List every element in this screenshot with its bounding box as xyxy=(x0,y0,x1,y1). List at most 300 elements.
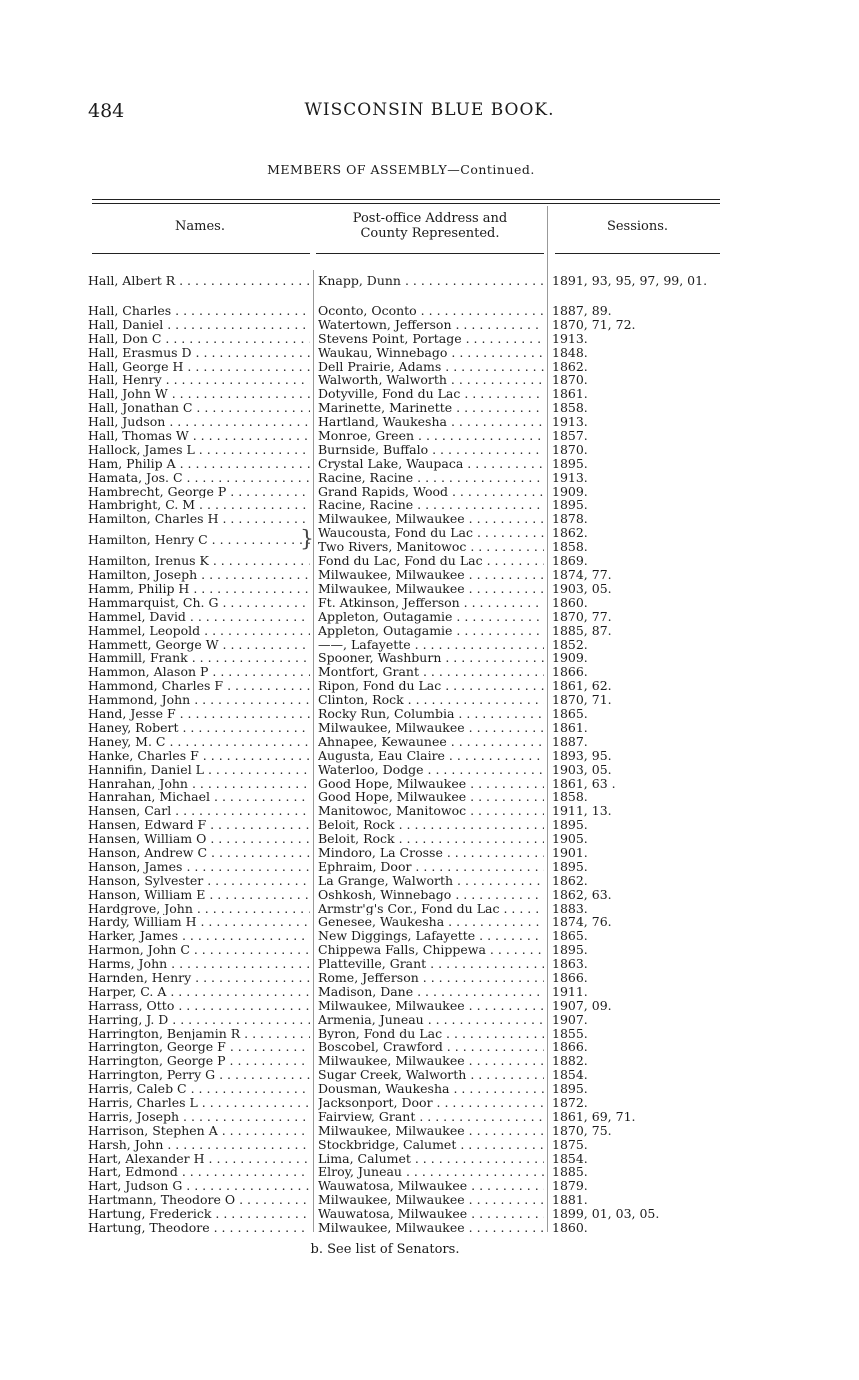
member-address xyxy=(318,1165,544,1179)
brace-mark: } xyxy=(300,527,314,553)
member-sessions: 1907. xyxy=(552,1011,588,1027)
member-sessions: 1887. xyxy=(552,733,588,749)
member-name-text: Haney, Robert . . . xyxy=(88,721,310,735)
member-name xyxy=(88,1027,310,1041)
member-name xyxy=(88,318,310,332)
table-row xyxy=(0,651,859,665)
table-row xyxy=(0,610,859,624)
member-name xyxy=(88,471,310,485)
member-address-text: Milwaukee, Milwaukee . . . xyxy=(318,1054,544,1068)
member-name xyxy=(88,777,310,791)
table-row xyxy=(0,360,859,374)
member-address xyxy=(318,1207,544,1221)
table-row xyxy=(0,777,859,791)
member-sessions: 1862. xyxy=(552,358,588,374)
member-sessions: 1870. xyxy=(552,441,588,457)
member-name-text: Hallock, James L . . . xyxy=(88,443,310,457)
member-address-text: Rome, Jefferson . . . xyxy=(318,971,544,985)
member-address xyxy=(318,790,544,804)
member-name-text: Hartmann, Theodore O . . . xyxy=(88,1193,310,1207)
member-address-text: Byron, Fond du Lac . . . xyxy=(318,1027,544,1041)
member-address-text: Good Hope, Milwaukee . . . xyxy=(318,777,544,791)
member-address-text: Monroe, Green . . . xyxy=(318,429,544,443)
member-name xyxy=(88,874,310,888)
member-name-text: Hall, Jonathan C . . . xyxy=(88,401,310,415)
member-name xyxy=(88,929,310,943)
member-name-text: Hansen, Carl . . . xyxy=(88,804,310,818)
member-address xyxy=(318,471,544,485)
member-name-text: Harnden, Henry . . . xyxy=(88,971,310,985)
member-sessions: 1895. xyxy=(552,817,588,833)
table-row xyxy=(0,638,859,652)
member-sessions: 1903, 05. xyxy=(552,581,612,597)
member-address-text: Ephraim, Door . . . xyxy=(318,860,544,874)
member-address xyxy=(318,1040,544,1054)
header-underline-names xyxy=(92,253,310,254)
member-address xyxy=(318,985,544,999)
member-address xyxy=(318,888,544,902)
table-row xyxy=(0,1068,859,1082)
table-row xyxy=(0,1110,859,1124)
member-name xyxy=(88,401,310,415)
member-address-text: Milwaukee, Milwaukee . . . xyxy=(318,568,544,582)
member-address-text: Genesee, Waukesha . . . xyxy=(318,915,544,929)
member-name-text: Hardgrove, John . . . xyxy=(88,902,310,916)
table-row xyxy=(0,874,859,888)
member-address xyxy=(318,679,544,693)
member-address xyxy=(318,874,544,888)
member-address xyxy=(318,1082,544,1096)
member-sessions: 1870. xyxy=(552,372,588,388)
member-address xyxy=(318,443,544,457)
member-address-text: Burnside, Buffalo . . . xyxy=(318,443,544,457)
member-name xyxy=(88,1124,310,1138)
member-name xyxy=(88,1110,310,1124)
member-name-text: Harrington, George F . . . xyxy=(88,1040,310,1054)
members-table xyxy=(0,274,859,1235)
member-name xyxy=(88,1040,310,1054)
member-name-text: Hand, Jesse F . . . xyxy=(88,707,310,721)
member-name-text: Hammel, David . . . xyxy=(88,610,310,624)
table-row xyxy=(0,971,859,985)
member-name xyxy=(88,651,310,665)
member-sessions: 1858. xyxy=(552,789,588,805)
member-name-text: Harring, J. D . . . xyxy=(88,1013,310,1027)
member-address-text: Armstr'g's Cor., Fond du Lac . . . xyxy=(318,902,544,916)
table-row xyxy=(0,860,859,874)
member-name-text: Hall, Judson . . . xyxy=(88,415,310,429)
column-header-sessions: Sessions. xyxy=(606,219,669,234)
member-sessions: 1865. xyxy=(552,706,588,722)
member-name-text: Hansen, William O . . . xyxy=(88,832,310,846)
member-sessions: 1895. xyxy=(552,1081,588,1097)
table-row xyxy=(0,304,859,318)
member-name-text: Harsh, John . . . xyxy=(88,1138,310,1152)
member-address-text: Milwaukee, Milwaukee . . . xyxy=(318,512,544,526)
member-sessions: 1882. xyxy=(552,1053,588,1069)
member-name-text: Hall, George H . . . xyxy=(88,360,310,374)
member-address-text: Walworth, Walworth . . . xyxy=(318,373,544,387)
member-address-text: Boscobel, Crawford . . . xyxy=(318,1040,544,1054)
book-title: WISCONSIN BLUE BOOK. xyxy=(304,100,555,120)
member-name xyxy=(88,387,310,401)
member-address xyxy=(318,457,544,471)
member-name xyxy=(88,512,310,526)
member-address xyxy=(318,999,544,1013)
member-address xyxy=(318,665,544,679)
member-address xyxy=(318,1221,544,1235)
member-address xyxy=(318,902,544,916)
member-address xyxy=(318,763,544,777)
member-name-text: Harrass, Otto . . . xyxy=(88,999,310,1013)
member-name-text: Harris, Charles L . . . xyxy=(88,1096,310,1110)
table-row xyxy=(0,999,859,1013)
member-name xyxy=(88,415,310,429)
table-row xyxy=(0,1221,859,1235)
table-row xyxy=(0,929,859,943)
member-address xyxy=(318,1138,544,1152)
member-sessions: 1854. xyxy=(552,1150,588,1166)
member-address xyxy=(318,415,544,429)
table-row xyxy=(0,471,859,485)
member-sessions xyxy=(552,526,732,554)
member-address-text: Madison, Dane . . . xyxy=(318,985,544,999)
member-name-text: Hamata, Jos. C . . . xyxy=(88,471,310,485)
member-address-text: Stevens Point, Portage . . . xyxy=(318,332,544,346)
column-header-address-line1: Post-office Address and xyxy=(352,211,508,226)
member-name-text: Hanrahan, John . . . xyxy=(88,777,310,791)
member-sessions: 1862, 63. xyxy=(552,886,612,902)
member-name-text: Harms, John . . . xyxy=(88,957,310,971)
member-address xyxy=(318,373,544,387)
member-address xyxy=(318,387,544,401)
member-name-text: Ham, Philip A . . . xyxy=(88,457,310,471)
table-row xyxy=(0,1054,859,1068)
member-address-text: Wauwatosa, Milwaukee . . . xyxy=(318,1179,544,1193)
table-row xyxy=(0,707,859,721)
member-name-text: Hanson, William E . . . xyxy=(88,888,310,902)
table-row xyxy=(0,485,859,499)
member-address-text: Waucousta, Fond du Lac . . . xyxy=(318,526,544,540)
member-address xyxy=(318,512,544,526)
member-name xyxy=(88,1221,310,1235)
section-title: MEMBERS OF ASSEMBLY—Continued. xyxy=(267,162,535,177)
member-name-text: Hammill, Frank . . . xyxy=(88,651,310,665)
member-address xyxy=(318,274,544,288)
member-name xyxy=(88,888,310,902)
table-row xyxy=(0,332,859,346)
member-name xyxy=(88,596,310,610)
member-sessions: 1909. xyxy=(552,650,588,666)
member-address xyxy=(318,915,544,929)
table-row xyxy=(0,1096,859,1110)
member-name-text: Harris, Caleb C . . . xyxy=(88,1082,310,1096)
member-address xyxy=(318,1013,544,1027)
table-row xyxy=(0,1138,859,1152)
table-row xyxy=(0,1152,859,1166)
table-row xyxy=(0,832,859,846)
member-name-text: Hanson, Andrew C . . . xyxy=(88,846,310,860)
member-name-text: Hammett, George W . . . xyxy=(88,638,310,652)
member-sessions: 1905. xyxy=(552,831,588,847)
member-address xyxy=(318,1124,544,1138)
member-name-text: Hall, John W . . . xyxy=(88,387,310,401)
member-address xyxy=(318,1068,544,1082)
member-address-text: Milwaukee, Milwaukee . . . xyxy=(318,1124,544,1138)
member-sessions: 1895. xyxy=(552,455,588,471)
member-name-text: Hanke, Charles F . . . xyxy=(88,749,310,763)
member-name xyxy=(88,763,310,777)
member-address-text: Oshkosh, Winnebago . . . xyxy=(318,888,544,902)
table-row xyxy=(0,1124,859,1138)
member-name xyxy=(88,971,310,985)
member-address xyxy=(318,832,544,846)
member-name xyxy=(88,943,310,957)
member-address xyxy=(318,568,544,582)
member-name xyxy=(88,721,310,735)
table-row xyxy=(0,1207,859,1221)
table-row xyxy=(0,790,859,804)
member-name xyxy=(88,1193,310,1207)
member-address xyxy=(318,749,544,763)
table-row xyxy=(0,915,859,929)
member-address xyxy=(318,707,544,721)
member-name-text: Harrison, Stephen A . . . xyxy=(88,1124,310,1138)
member-sessions: 1855. xyxy=(552,1025,588,1041)
member-address xyxy=(318,693,544,707)
member-address-text: La Grange, Walworth . . . xyxy=(318,874,544,888)
member-address-text: Crystal Lake, Waupaca . . . xyxy=(318,457,544,471)
member-address-text: Manitowoc, Manitowoc . . . xyxy=(318,804,544,818)
member-address-text: Hartland, Waukesha . . . xyxy=(318,415,544,429)
table-row xyxy=(0,318,859,332)
member-sessions: 1903, 05. xyxy=(552,761,612,777)
table-top-rule-double xyxy=(92,203,720,204)
member-name-text: Hall, Erasmus D . . . xyxy=(88,346,310,360)
member-name-text: Harrington, George P . . . xyxy=(88,1054,310,1068)
member-address-text: Chippewa Falls, Chippewa . . . xyxy=(318,943,544,957)
member-address xyxy=(318,624,544,638)
member-name-text: Hammon, Alason P . . . xyxy=(88,665,310,679)
table-row xyxy=(0,457,859,471)
member-address-text: Waterloo, Dodge . . . xyxy=(318,763,544,777)
member-address xyxy=(318,1179,544,1193)
member-address xyxy=(318,360,544,374)
member-sessions: 1870, 75. xyxy=(552,1122,612,1138)
member-address-text: Beloit, Rock . . . xyxy=(318,818,544,832)
member-address-text: Milwaukee, Milwaukee . . . xyxy=(318,999,544,1013)
member-address xyxy=(318,485,544,499)
table-row xyxy=(0,554,859,568)
member-address xyxy=(318,860,544,874)
member-sessions: 1861, 62. xyxy=(552,678,612,694)
table-row xyxy=(0,763,859,777)
member-name-text: Hartung, Frederick . . . xyxy=(88,1207,310,1221)
member-address-text: Milwaukee, Milwaukee . . . xyxy=(318,1221,544,1235)
table-row xyxy=(0,749,859,763)
member-address xyxy=(318,596,544,610)
table-row xyxy=(0,346,859,360)
member-address xyxy=(318,1027,544,1041)
member-address-text: Ft. Atkinson, Jefferson . . . xyxy=(318,596,544,610)
member-address xyxy=(318,971,544,985)
member-address-text: Grand Rapids, Wood . . . xyxy=(318,485,544,499)
member-name xyxy=(88,985,310,999)
member-name-text: Hamm, Philip H . . . xyxy=(88,582,310,596)
member-sessions: 1848. xyxy=(552,344,588,360)
table-row xyxy=(0,582,859,596)
member-sessions: 1913. xyxy=(552,469,588,485)
member-address xyxy=(318,1054,544,1068)
column-header-address xyxy=(316,211,544,241)
member-address-text: Lima, Calumet . . . xyxy=(318,1152,544,1166)
member-name-text: Hambrecht, George P . . . xyxy=(88,485,310,499)
member-name-text: Hall, Don C . . . xyxy=(88,332,310,346)
member-sessions: 1891, 93, 95, 97, 99, 01. xyxy=(552,273,708,288)
member-address xyxy=(318,943,544,957)
member-name xyxy=(88,832,310,846)
member-sessions: 1870, 71, 72. xyxy=(552,316,636,332)
member-address-text: Dell Prairie, Adams . . . xyxy=(318,360,544,374)
member-address-text: Clinton, Rock . . . xyxy=(318,693,544,707)
table-row xyxy=(0,1082,859,1096)
table-row xyxy=(0,1165,859,1179)
member-address xyxy=(318,1152,544,1166)
member-name-text: Hall, Albert R . . . xyxy=(88,274,310,288)
member-name-text: Hart, Alexander H . . . xyxy=(88,1152,310,1166)
member-address xyxy=(318,957,544,971)
member-name xyxy=(88,1068,310,1082)
member-sessions: 1909. xyxy=(552,483,588,499)
member-sessions: 1870, 71. xyxy=(552,692,612,708)
member-name xyxy=(88,679,310,693)
member-name xyxy=(88,610,310,624)
member-sessions: 1863. xyxy=(552,956,588,972)
member-name-text: Hannifin, Daniel L . . . xyxy=(88,763,310,777)
table-row xyxy=(0,568,859,582)
member-name-text: Hall, Thomas W . . . xyxy=(88,429,310,443)
member-address-text: Racine, Racine . . . xyxy=(318,471,544,485)
member-sessions: 1885, 87. xyxy=(552,622,612,638)
member-address xyxy=(318,304,544,318)
member-address-text: Two Rivers, Manitowoc . . . xyxy=(318,539,544,554)
table-row xyxy=(0,401,859,415)
member-address xyxy=(318,818,544,832)
header-underline-sessions xyxy=(555,253,720,254)
member-name xyxy=(88,1082,310,1096)
member-address-text: Appleton, Outagamie . . . xyxy=(318,610,544,624)
member-name xyxy=(88,818,310,832)
member-sessions: 1885. xyxy=(552,1164,588,1180)
member-address-text: Sugar Creek, Walworth . . . xyxy=(318,1068,544,1082)
member-address-text: Waukau, Winnebago . . . xyxy=(318,346,544,360)
member-sessions-text: 1858. xyxy=(552,539,588,555)
member-address xyxy=(318,1110,544,1124)
member-address-text: Racine, Racine . . . xyxy=(318,498,544,512)
table-row xyxy=(0,1013,859,1027)
member-address xyxy=(318,582,544,596)
member-name xyxy=(88,957,310,971)
member-name xyxy=(88,498,310,512)
table-row xyxy=(0,512,859,526)
member-address xyxy=(318,929,544,943)
member-sessions: 1857. xyxy=(552,428,588,444)
member-address xyxy=(318,638,544,652)
member-name xyxy=(88,749,310,763)
member-name-text: Hart, Edmond . . . xyxy=(88,1165,310,1179)
member-name-text: Hammarquist, Ch. G . . . xyxy=(88,596,310,610)
member-address xyxy=(318,735,544,749)
member-name-text: Hammel, Leopold . . . xyxy=(88,624,310,638)
table-row xyxy=(0,721,859,735)
member-address-text: Beloit, Rock . . . xyxy=(318,832,544,846)
member-name-text: Haney, M. C . . . xyxy=(88,735,310,749)
member-name-text: Hanson, James . . . xyxy=(88,860,310,874)
member-address-text: Oconto, Oconto . . . xyxy=(318,304,544,318)
member-sessions-text: 1862. xyxy=(552,525,588,541)
member-name xyxy=(88,707,310,721)
member-address xyxy=(318,846,544,860)
member-sessions: 1854. xyxy=(552,1067,588,1083)
member-name xyxy=(88,582,310,596)
table-row xyxy=(0,526,859,554)
member-name xyxy=(88,1179,310,1193)
member-sessions: 1895. xyxy=(552,942,588,958)
member-address-text: Marinette, Marinette . . . xyxy=(318,401,544,415)
table-row xyxy=(0,957,859,971)
member-sessions: 1862. xyxy=(552,872,588,888)
table-row xyxy=(0,443,859,457)
member-sessions: 1913. xyxy=(552,414,588,430)
member-name xyxy=(88,1054,310,1068)
member-name xyxy=(88,790,310,804)
member-name-text: Hall, Henry . . . xyxy=(88,373,310,387)
member-name xyxy=(88,804,310,818)
table-row xyxy=(0,985,859,999)
member-name xyxy=(88,568,310,582)
member-name-text: Hanrahan, Michael . . . xyxy=(88,790,310,804)
member-sessions: 1875. xyxy=(552,1136,588,1152)
table-row xyxy=(0,1193,859,1207)
table-row xyxy=(0,665,859,679)
member-name xyxy=(88,735,310,749)
member-address xyxy=(318,651,544,665)
member-sessions: 1860. xyxy=(552,1220,588,1235)
member-address xyxy=(318,610,544,624)
member-address-text: Appleton, Outagamie . . . xyxy=(318,624,544,638)
member-address xyxy=(318,721,544,735)
table-row xyxy=(0,943,859,957)
member-address-text: Elroy, Juneau . . . xyxy=(318,1165,544,1179)
member-address-text: Fond du Lac, Fond du Lac . . . xyxy=(318,554,544,568)
member-name xyxy=(88,443,310,457)
page-number: 484 xyxy=(88,100,125,122)
footnote: b. See list of Senators. xyxy=(310,1242,460,1257)
member-name xyxy=(88,915,310,929)
member-address-text: Mindoro, La Crosse . . . xyxy=(318,846,544,860)
member-name xyxy=(88,624,310,638)
table-row xyxy=(0,373,859,387)
member-address-text: New Diggings, Lafayette . . . xyxy=(318,929,544,943)
member-sessions: 1911. xyxy=(552,983,588,999)
member-name xyxy=(88,457,310,471)
member-address xyxy=(318,554,544,568)
member-address xyxy=(318,777,544,791)
member-address-text: Armenia, Juneau . . . xyxy=(318,1013,544,1027)
table-row xyxy=(0,1027,859,1041)
member-address xyxy=(318,346,544,360)
member-sessions: 1860. xyxy=(552,594,588,610)
